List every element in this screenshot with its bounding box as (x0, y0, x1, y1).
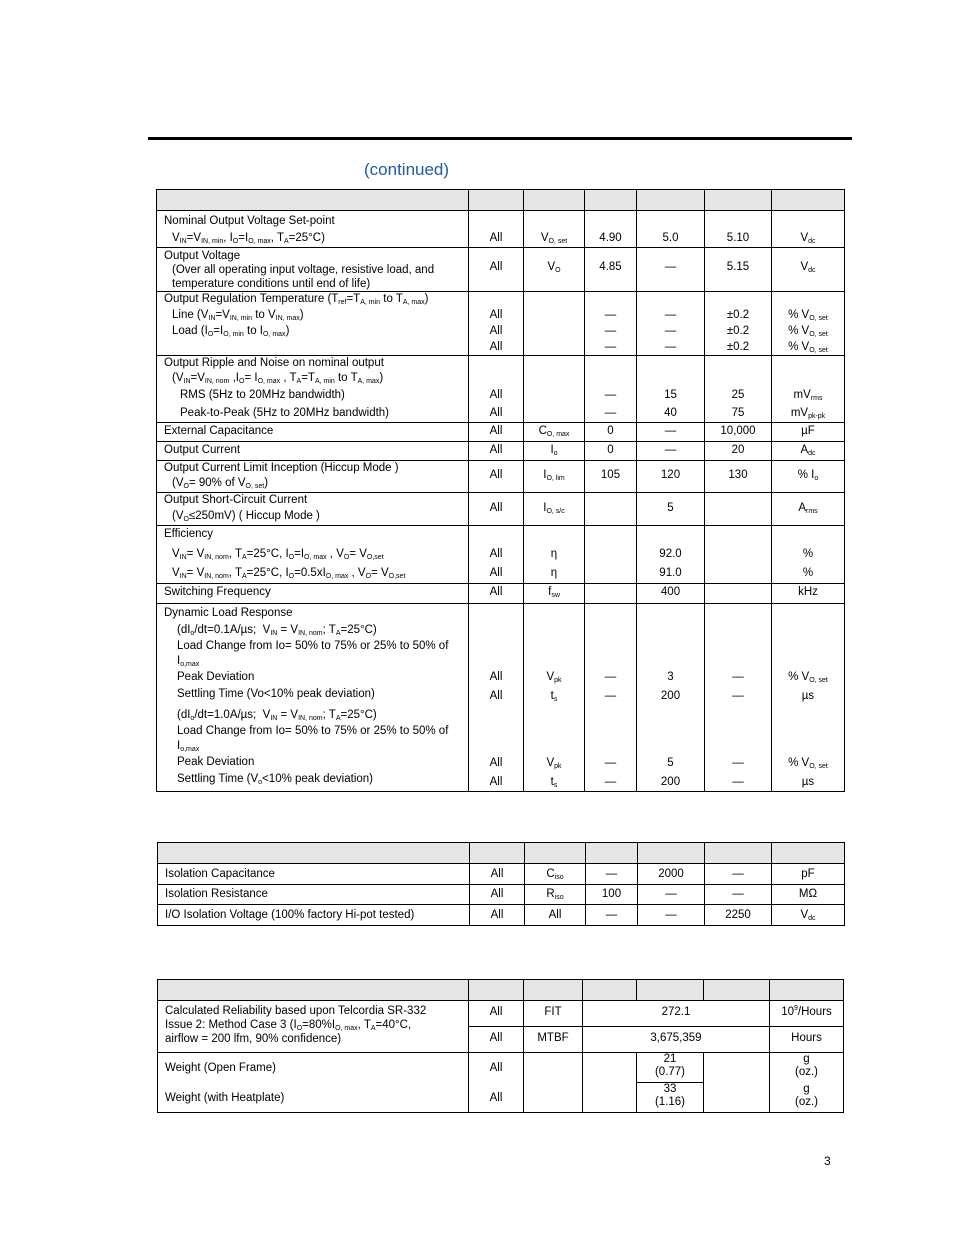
table-row: Output Current All $I_o$ 0 — 20 $A_{dc}$ (157, 442, 845, 461)
table-row: Output Regulation Temperature ($T_{ref}=T_{A, min}$ to $T_{A, max}$) Line ($V_{IN}=V_{IN, min}$ to $V_{IN, max}$) Load ($I_O=I_{O, min}$ to $I_{O, max}$) All All All — — — — — — ±0.2 ±0.2 ±0.2 % $V_{O, set}$ % $V_{O, set}$ % $V_{O, set}$ (157, 292, 845, 356)
table-header (158, 980, 844, 1001)
section-continued-heading: (continued) (364, 160, 450, 179)
table-row: Nominal Output Voltage Set-point $V_{IN}=V_{IN, min}$, $I_O=I_{O, max}$, $T_A=25^\circ C$) All $V_{O, set}$ 4.90 5.0 5.10 $V_{dc}$ (157, 211, 845, 248)
table-row: Dynamic Load Response ($dI_o/dt=0.1A/\mu s$; $V_{IN} = V_{IN, nom}$; $T_A=25^\circ C$) Load Change from Io= 50% to 75% or 25% to 50% of $I_{o,max}$ Peak Deviation Settling Time (Vo<10% peak deviation) ($dI_o/dt=1.0A/\mu s$; $V_{IN} = V_{IN, nom}$; $T_A=25^\circ C$) Load Change from Io= 50% to 75% or 25% to 50% of $I_{o,max}$ Peak Deviation Settling Time ($V_o<10\%$ peak deviation) All All All All $V_{pk}$ $t_s$ $V_{pk}$ $t_s$ — — — — 3 200 5 200 — — — — % $V_{O, set}$ µs % $V_{O, set}$ µs (157, 604, 845, 792)
table-row: Output Ripple and Noise on nominal output ($V_{IN}=V_{IN, nom}$ $,I_O= I_{O, max}$ , $T_A=T_{A, min}$ to $T_{A, max}$) RMS (5Hz to 20MHz bandwidth) Peak-to-Peak (5Hz to 20MHz bandwidth) All All — — 15 40 25 75 $mV_{rms}$ $mV_{pk-pk}$ (157, 356, 845, 423)
output-spec-table (156, 189, 845, 792)
table-row: Calculated Reliability based upon Telcordia SR-332 Issue 2: Method Case 3 ($I_O=80\%I_{O, max}$, $T_A=40^\circ C$, airflow = 200 lfm, 90% confidence) All FIT 272.1 $10^9$/Hours (158, 1001, 844, 1027)
table-row: Efficiency $V_{IN}= V_{IN, nom}$, $T_A=25^\circ C$, $I_O=I_{O, max}$ , $V_O= V_{O,set}$ $V_{IN}= V_{IN, nom}$, $T_A=25^\circ C$, $I_O=0.5xI_{O, max}$ , $V_O= V_{O,set}$ All All η η 92.0 91.0 % % (157, 526, 845, 584)
page-number: 3 (824, 1154, 831, 1168)
table-header (158, 843, 845, 864)
isolation-spec-table (157, 842, 845, 926)
table-row: External Capacitance All $C_{O, max}$ 0 — 10,000 µF (157, 423, 845, 442)
general-spec-table (157, 979, 844, 1113)
table-header (157, 190, 845, 211)
top-rule (148, 137, 852, 140)
table-row: Output Voltage (Over all operating input voltage, resistive load, and temperature conditions until end of life) All $V_O$ 4.85 — 5.15 $V_{dc}$ (157, 248, 845, 292)
table-row: All MTBF 3,675,359 Hours (158, 1027, 844, 1053)
table-row: Output Current Limit Inception (Hiccup Mode ) ($V_O= 90\%$ of $V_{O, set}$) All $I_{O, lim}$ 105 120 130 % $I_o$ (157, 461, 845, 493)
table-row: Isolation Resistance All $R_{iso}$ 100 — — MΩ (158, 885, 845, 905)
table-row: Switching Frequency All $f_{sw}$ 400 kHz (157, 584, 845, 604)
table-row: Weight (with Heatplate) All 33 (1.16) g (oz.) (158, 1083, 844, 1113)
table-row: Weight (Open Frame) All 21 (0.77) g (oz.) (158, 1053, 844, 1083)
table-row: Output Short-Circuit Current $(V_O\le 250mV)$ ( Hiccup Mode ) All $I_{O, s/c}$ 5 $A_{rms}$ (157, 493, 845, 526)
table-row: Isolation Capacitance All $C_{iso}$ — 2000 — pF (158, 864, 845, 885)
table-row: I/O Isolation Voltage (100% factory Hi-pot tested) All All — — 2250 $V_{dc}$ (158, 905, 845, 926)
